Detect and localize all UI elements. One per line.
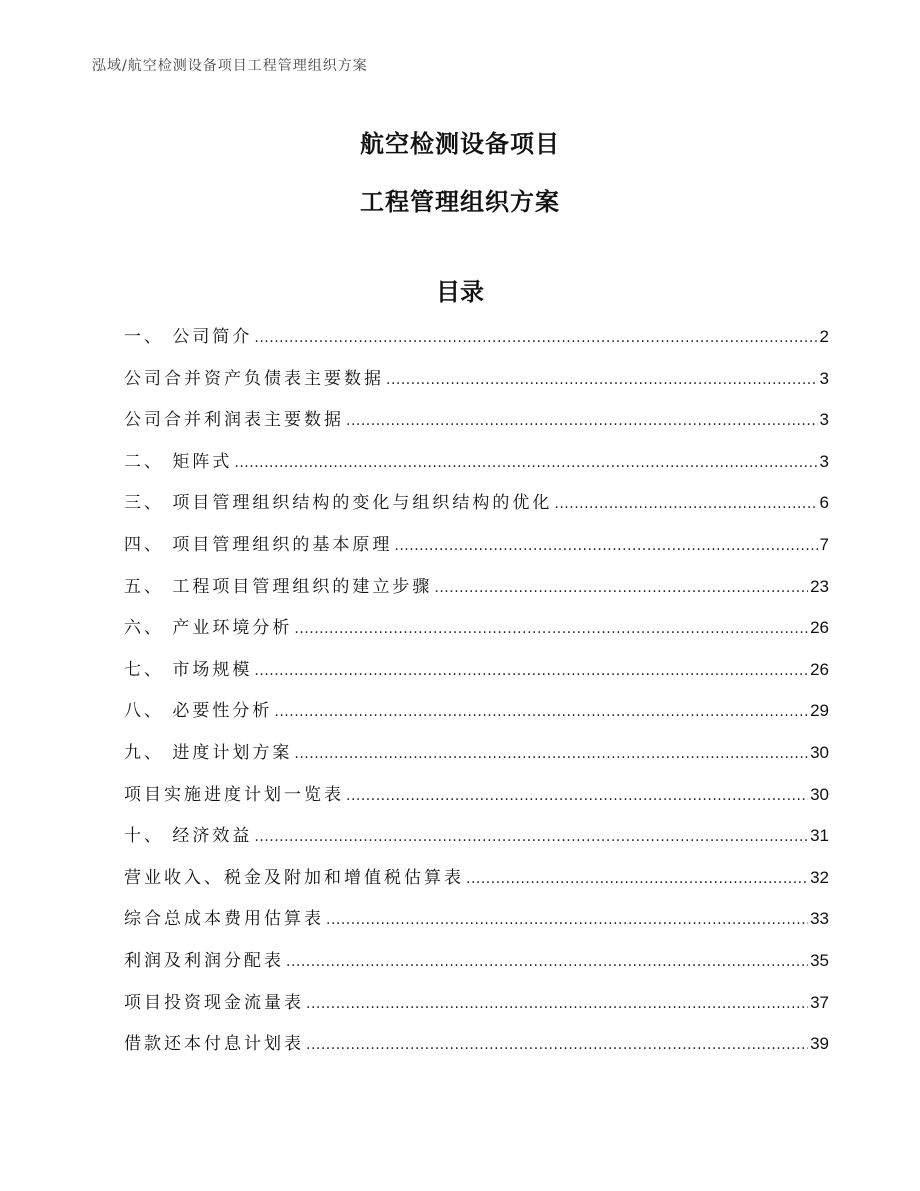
toc-leader-dots — [346, 788, 808, 804]
toc-page-number: 37 — [810, 992, 829, 1012]
toc-entry[interactable] — [124, 863, 829, 905]
toc-page-number: 3 — [819, 368, 829, 388]
page-header: 泓域/航空检测设备项目工程管理组织方案 — [92, 58, 368, 74]
toc-entry[interactable] — [124, 530, 829, 572]
toc-leader-dots — [294, 746, 808, 762]
toc-entry-label: 五、 工程项目管理组织的建立步骤 — [124, 576, 433, 597]
toc-page-number: 30 — [810, 784, 829, 804]
toc-entry[interactable] — [124, 1029, 829, 1071]
toc-entry[interactable] — [124, 447, 829, 489]
toc-page-number: 26 — [810, 618, 829, 638]
toc-entry[interactable] — [124, 364, 829, 406]
toc-leader-dots — [346, 413, 818, 429]
toc-entry-label: 项目实施进度计划一览表 — [124, 784, 344, 805]
toc-leader-dots — [306, 996, 808, 1012]
toc-entry-label: 利润及利润分配表 — [124, 950, 284, 971]
toc-leader-dots — [274, 704, 808, 720]
toc-entry-label: 借款还本付息计划表 — [124, 1034, 304, 1055]
toc-entry[interactable] — [124, 988, 829, 1030]
toc-leader-dots — [554, 496, 817, 512]
toc-entry[interactable] — [124, 904, 829, 946]
document-title-line1: 航空检测设备项目 — [360, 130, 560, 158]
toc-entry-label: 一、 公司简介 — [124, 327, 253, 347]
toc-page-number: 32 — [810, 867, 829, 887]
toc-page-number: 3 — [819, 410, 829, 430]
toc-entry-label: 十、 经济效益 — [124, 826, 253, 847]
toc-entry-label: 二、 矩阵式 — [124, 451, 233, 472]
toc-entry[interactable] — [124, 488, 829, 530]
toc-entry-label: 八、 必要性分析 — [124, 701, 273, 722]
toc-entry[interactable] — [124, 572, 829, 614]
toc-entry-label: 六、 产业环境分析 — [124, 618, 293, 639]
toc-leader-dots — [434, 580, 808, 596]
toc-leader-dots — [286, 954, 808, 970]
toc-page-number: 7 — [819, 534, 829, 554]
toc-page-number: 33 — [810, 909, 829, 929]
toc-page-number: 23 — [810, 576, 829, 596]
toc-leader-dots — [294, 621, 808, 637]
toc-leader-dots — [254, 663, 808, 679]
toc-page-number: 31 — [810, 826, 829, 846]
toc-entry-label: 项目投资现金流量表 — [124, 992, 304, 1013]
table-of-contents — [124, 322, 829, 1071]
toc-entry[interactable] — [124, 405, 829, 447]
toc-entry-label: 三、 项目管理组织结构的变化与组织结构的优化 — [124, 493, 553, 514]
toc-leader-dots — [386, 372, 818, 388]
toc-leader-dots — [254, 829, 808, 845]
toc-entry[interactable] — [124, 322, 829, 364]
toc-entry-label: 公司合并利润表主要数据 — [124, 410, 344, 431]
toc-leader-dots — [234, 455, 817, 471]
toc-entry[interactable] — [124, 613, 829, 655]
toc-entry-label: 四、 项目管理组织的基本原理 — [124, 534, 393, 555]
toc-page-number: 6 — [819, 493, 829, 513]
toc-entry[interactable] — [124, 821, 829, 863]
toc-entry[interactable] — [124, 696, 829, 738]
toc-entry[interactable] — [124, 946, 829, 988]
toc-entry-label: 营业收入、税金及附加和增值税估算表 — [124, 867, 464, 888]
toc-page-number: 35 — [810, 950, 829, 970]
toc-entry[interactable] — [124, 738, 829, 780]
toc-leader-dots — [466, 871, 808, 887]
toc-page-number: 2 — [819, 327, 829, 346]
toc-entry[interactable] — [124, 780, 829, 822]
toc-page-number: 29 — [810, 701, 829, 721]
toc-entry-label: 公司合并资产负债表主要数据 — [124, 368, 384, 389]
document-title-line2: 工程管理组织方案 — [360, 188, 560, 216]
toc-page-number: 30 — [810, 742, 829, 762]
toc-entry-label: 七、 市场规模 — [124, 659, 253, 680]
toc-entry-label: 九、 进度计划方案 — [124, 742, 293, 763]
toc-page-number: 3 — [819, 451, 829, 471]
toc-entry[interactable] — [124, 655, 829, 697]
toc-leader-dots — [254, 330, 817, 346]
toc-entry-label: 综合总成本费用估算表 — [124, 909, 324, 930]
toc-leader-dots — [394, 538, 817, 554]
toc-leader-dots — [306, 1037, 808, 1053]
toc-page-number: 26 — [810, 659, 829, 679]
toc-heading: 目录 — [436, 278, 484, 306]
toc-page-number: 39 — [810, 1034, 829, 1054]
toc-leader-dots — [326, 912, 808, 928]
